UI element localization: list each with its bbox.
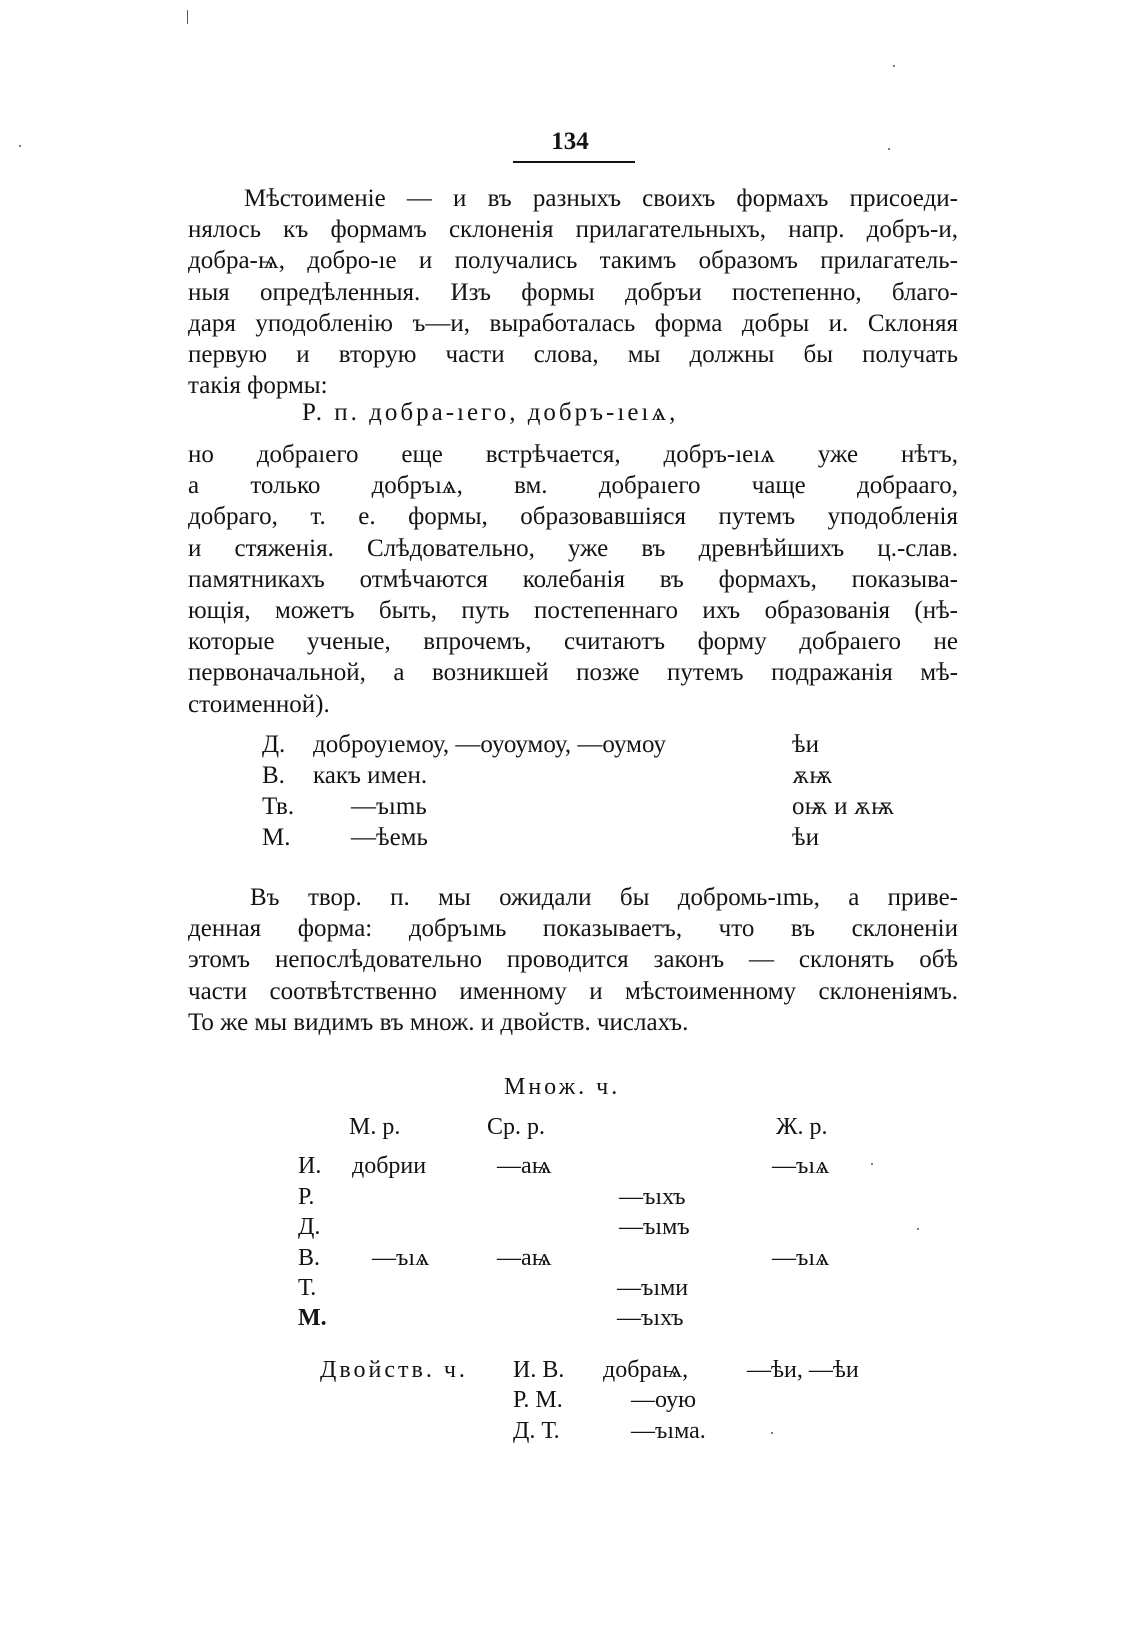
masculine-form: добрии [352,1153,427,1179]
paragraph-line: ныя опредѣленныя. Изъ формы добръи постепенно, благо- [188,278,958,306]
paragraph-line: этомъ непослѣдовательно проводится законъ — склонять обѣ [188,946,958,974]
paragraph-line: первую и вторую части слова, мы должны бы получать [188,340,958,368]
scan-speck [888,148,890,150]
scan-speck [19,145,21,147]
feminine-form: —ъıѧ [772,1245,830,1271]
case-feminine: ѫѭ [792,762,833,789]
example-genitive: Р. п. добра-ıего, добръ-ıеıѧ, [302,399,679,426]
paragraph-line: первоначальной, а возникшей позже путемъ подражанія мѣ- [188,659,958,687]
dual-label: Двойств. ч. [320,1357,468,1383]
paragraph-line: добра-ѩ, добро-ıе и получались такимъ образомъ прилагатель- [188,247,958,275]
scan-speck [893,65,895,67]
paragraph-line: такія формы: [188,372,328,400]
paragraph-line: которые ученые, впрочемъ, считаютъ форму добраıего не [188,628,958,656]
case-label: Д. [262,731,286,758]
masculine-form: —ъıѧ [372,1245,430,1271]
case-label: Р. [298,1184,315,1210]
paragraph-line: части соотвѣтственно именному и мѣстоименному склоненіямъ. [188,977,958,1005]
paragraph-line: памятникахъ отмѣчаются колебанія въ формахъ, показыва- [188,565,958,593]
case-label: М. [262,824,291,851]
scan-speck [917,1228,919,1230]
plural-title: Множ. ч. [504,1074,621,1100]
case-label: Т. [298,1275,317,1301]
case-feminine: ѣи [792,824,819,851]
common-form: —ъıми [617,1275,689,1301]
neuter-form: —аѩ [497,1245,552,1271]
case-feminine: ѣи [792,731,819,758]
dual-form: —ъıма. [631,1418,706,1444]
dual-cases: Р. М. [513,1387,563,1413]
case-label: В. [262,762,285,789]
paragraph-line: То же мы видимъ въ множ. и двойств. числахъ. [188,1008,689,1036]
dual-cases: И. В. [513,1357,565,1383]
paragraph-line: Мѣстоименіе — и въ разныхъ своихъ формахъ присоеди- [244,185,958,212]
paragraph-line: но добраıего еще встрѣчается, добръ-ıеıѧ уже нѣтъ, [188,441,958,468]
paragraph-line: и стяженія. Слѣдовательно, уже въ древнѣйшихъ ц.-слав. [188,534,958,562]
scan-speck [871,1163,873,1165]
paragraph-line: добраго, т. е. формы, образовавшіяся путемъ уподобленія [188,503,958,531]
neuter-form: —аѩ [497,1153,552,1179]
paragraph-line: даря уподобленію ъ—и, выработалась форма добры и. Склоняя [188,309,958,337]
paragraph-line: нялось къ формамъ склоненія прилагательныхъ, напр. добръ-и, [188,216,958,244]
paragraph-2 [188,439,958,720]
paragraph-line: ющія, можетъ быть, путь постепеннаго ихъ образованія (нѣ- [188,596,958,624]
case-forms: —ъımь [351,793,427,820]
dual-form: добраѩ, [603,1357,689,1383]
case-forms: —ѣемь [351,824,428,851]
paragraph-line: денная форма: добръıмь показываетъ, что въ склоненіи [188,915,958,943]
case-label: И. [298,1153,322,1179]
page-number: 134 [551,128,589,155]
paragraph-line: а только добръıѧ, вм. добраıего чаще добрааго, [188,472,958,500]
dual-cases: Д. Т. [513,1418,560,1444]
paragraph-3 [188,882,958,1038]
case-forms: какъ имен. [313,762,428,789]
paragraph-line: стоименной). [188,690,330,718]
dual-form: —оую [631,1387,697,1413]
page-number-rule [513,161,635,163]
scan-speck [187,10,188,24]
header-feminine: Ж. р. [776,1114,828,1140]
case-label: Тв. [262,793,295,820]
scan-speck [771,1432,773,1434]
header-masculine: М. р. [349,1114,401,1140]
feminine-form: —ъıѧ [772,1153,830,1179]
header-neuter: Ср. р. [487,1114,546,1140]
common-form: —ъıхъ [619,1184,686,1210]
paragraph-1 [188,183,958,401]
case-feminine: оѭ и ѫѭ [792,793,895,820]
case-label: В. [298,1245,321,1271]
paragraph-line: Въ твор. п. мы ожидали бы добромь-ımь, а приве- [250,884,958,911]
case-label: Д. [298,1214,321,1240]
case-label: М. [298,1305,327,1331]
common-form: —ъıмъ [619,1214,690,1240]
common-form: —ъıхъ [617,1305,684,1331]
dual-extra: —ѣи, —ѣи [747,1357,859,1383]
case-forms: доброуıемоу, —оуоумоу, —оумоу [313,731,666,758]
